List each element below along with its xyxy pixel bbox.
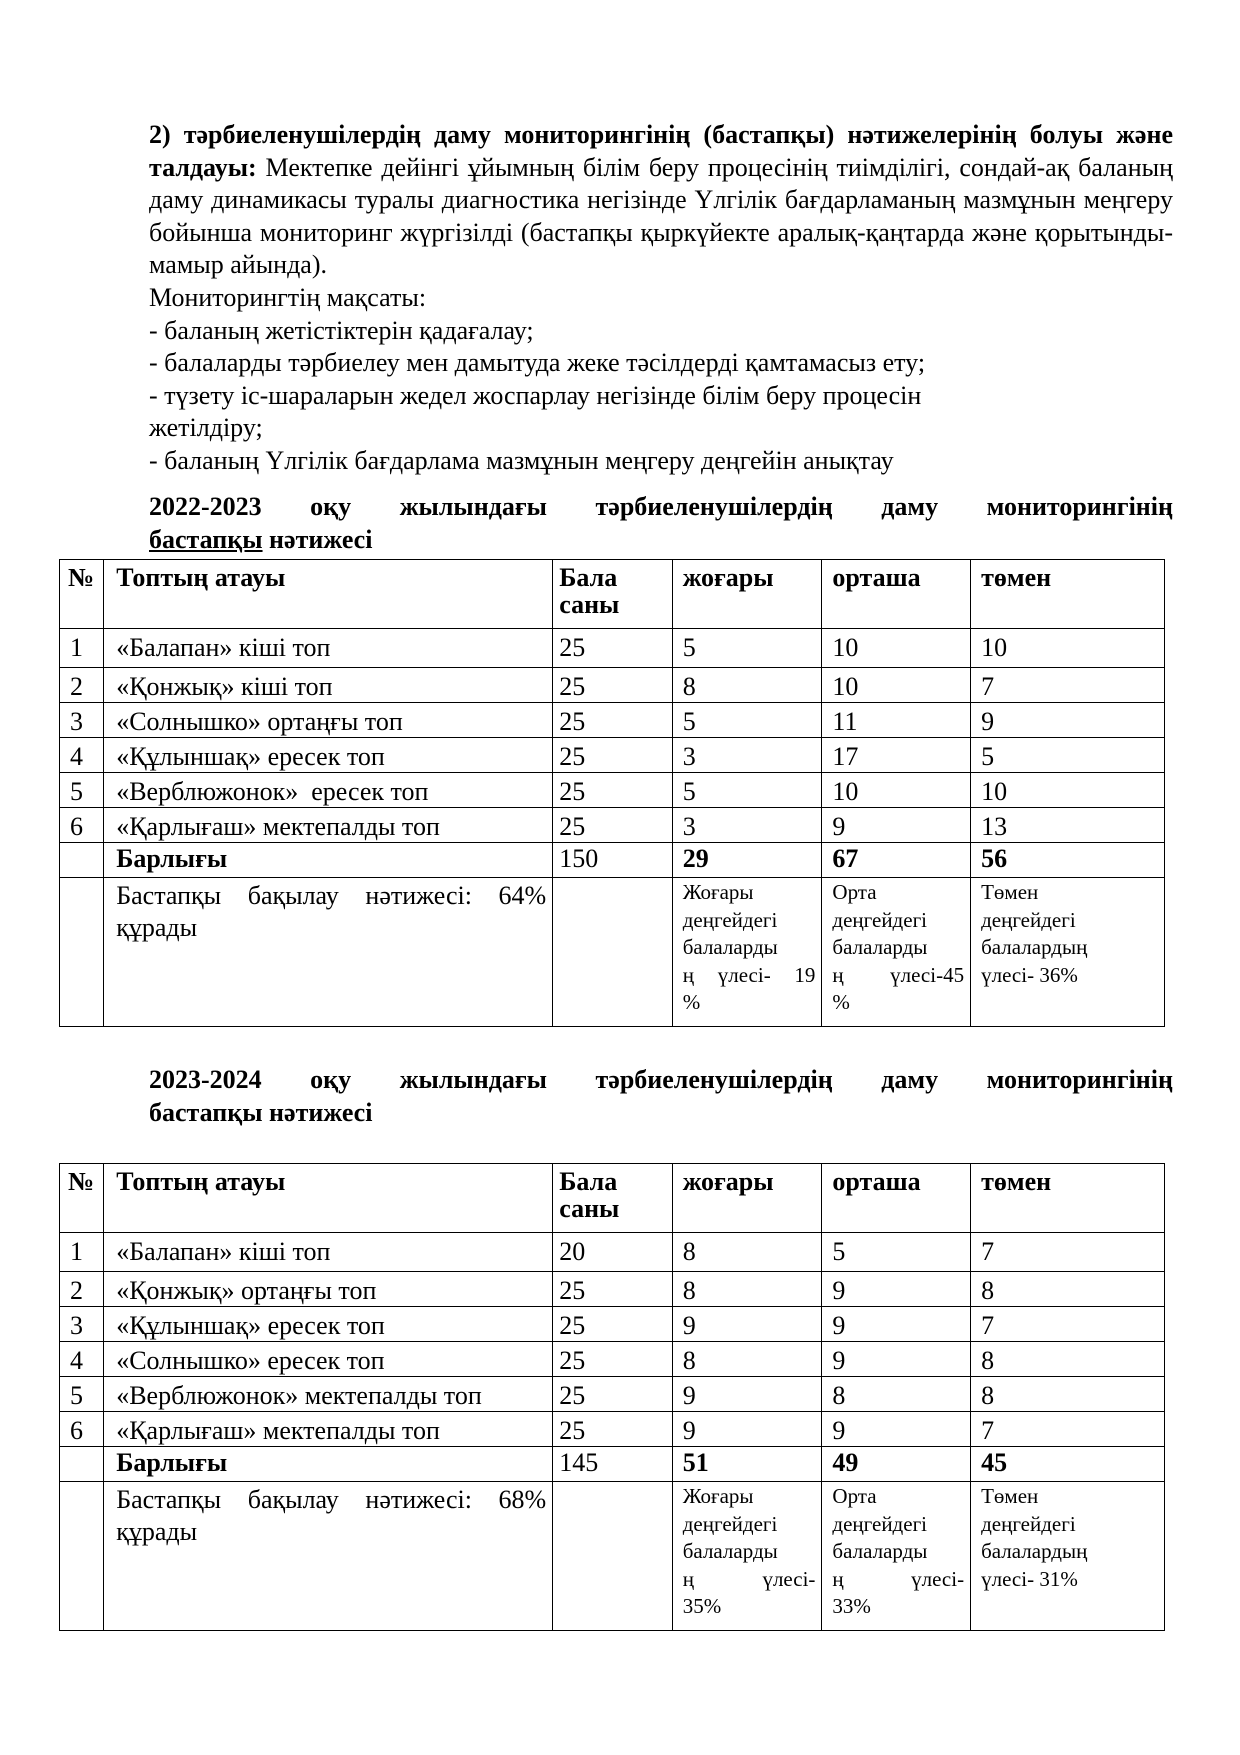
- row-child-count: 25: [553, 703, 673, 738]
- result-line: %: [832, 990, 850, 1014]
- result-line: деңгейдегі: [981, 907, 1076, 932]
- table-row: [60, 668, 1165, 703]
- row-low: 10: [971, 629, 1165, 668]
- row-group-name: «Солнышко» ересек топ: [104, 1342, 553, 1377]
- row-no: 3: [60, 1307, 104, 1342]
- header-group-name: Топтың атауы: [104, 1164, 553, 1233]
- header-child-count: Бала саны: [553, 560, 673, 629]
- table-result-row: [60, 1482, 1165, 1631]
- row-no: 4: [60, 738, 104, 773]
- row-low: 8: [971, 1342, 1165, 1377]
- result-line: ң үлесі- 19: [682, 962, 816, 987]
- result-empty-cell: [60, 1482, 104, 1631]
- result-line: балаларды: [682, 1539, 778, 1563]
- row-group-name: «Балапан» кіші топ: [104, 1233, 553, 1272]
- total-child-count: 145: [553, 1447, 673, 1482]
- row-mid: 10: [822, 773, 971, 808]
- row-mid: 9: [822, 1272, 971, 1307]
- table-result-row: [60, 878, 1165, 1027]
- result-line: Жоғары: [682, 1484, 754, 1508]
- row-mid: 10: [822, 629, 971, 668]
- row-no: 2: [60, 1272, 104, 1307]
- row-no: 5: [60, 773, 104, 808]
- row-high: 8: [672, 1272, 822, 1307]
- row-child-count: 25: [553, 1272, 673, 1307]
- row-group-name: «Верблюжонок» мектепалды топ: [104, 1377, 553, 1412]
- table-row: [60, 1272, 1165, 1307]
- table-row: [60, 1233, 1165, 1272]
- row-no: 5: [60, 1377, 104, 1412]
- result-text-line1: Бастапқы бақылау нәтижесі: 64%: [116, 881, 547, 910]
- result-count-empty: [553, 878, 673, 1027]
- table-row: [60, 1307, 1165, 1342]
- row-child-count: 25: [553, 1342, 673, 1377]
- row-high: 3: [672, 738, 822, 773]
- table-row: [60, 629, 1165, 668]
- goal-item-2: - балаларды тәрбиелеу мен дамытуда жеке тәсілдерді қамтамасыз ету;: [149, 348, 926, 378]
- table-row: [60, 773, 1165, 808]
- result-count-empty: [553, 1482, 673, 1631]
- row-high: 3: [672, 808, 822, 843]
- row-no: 2: [60, 668, 104, 703]
- row-child-count: 25: [553, 1377, 673, 1412]
- row-child-count: 25: [553, 773, 673, 808]
- row-group-name: «Қарлығаш» мектепалды топ: [104, 808, 553, 843]
- result-line: ң үлесі-45: [832, 962, 965, 987]
- goal-item-1: - баланың жетістіктерін қадағалау;: [149, 315, 534, 345]
- result-mid-share: [822, 1482, 971, 1631]
- header-mid: орташа: [822, 560, 971, 629]
- result-text-line2: құрады: [116, 1517, 198, 1546]
- row-low: 7: [971, 1307, 1165, 1342]
- table-row: [60, 1412, 1165, 1447]
- total-empty-cell: [60, 843, 104, 878]
- row-no: 4: [60, 1342, 104, 1377]
- row-child-count: 25: [553, 1307, 673, 1342]
- section1-title-line1: 2022-2023 оқу жылындағы тәрбиеленушілердің даму мониторингінің: [149, 492, 1173, 521]
- table-row: [60, 703, 1165, 738]
- header-high: жоғары: [672, 1164, 822, 1233]
- row-group-name: «Қонжық» ортаңғы топ: [104, 1272, 553, 1307]
- result-text-line1: Бастапқы бақылау нәтижесі: 68%: [116, 1485, 547, 1514]
- row-mid: 17: [822, 738, 971, 773]
- row-no: 6: [60, 808, 104, 843]
- row-child-count: 25: [553, 629, 673, 668]
- header-child-count: Бала саны: [553, 1164, 673, 1233]
- row-low: 7: [971, 1233, 1165, 1272]
- result-line: балалардың: [981, 935, 1088, 959]
- row-group-name: «Балапан» кіші топ: [104, 629, 553, 668]
- result-line: Төмен: [981, 1484, 1039, 1508]
- result-low-share: [971, 878, 1165, 1027]
- result-high-share: [672, 1482, 822, 1631]
- row-low: 7: [971, 1412, 1165, 1447]
- section1-title-rest: нәтижесі: [262, 524, 373, 554]
- result-line: %: [682, 990, 701, 1014]
- row-mid: 9: [822, 1342, 971, 1377]
- result-line: деңгейдегі: [981, 1511, 1076, 1536]
- row-no: 3: [60, 703, 104, 738]
- section1-title: [149, 491, 1173, 556]
- intro-heading-text: Мектепке дейінгі ұйымның білім беру процесінің тиімділігі, сондай-ақ баланың даму динамикасы туралы диагностика негізінде Үлгілік бағдарламаның мазмұнын меңгеру бойынша мониторинг жүргізілді (бастапқы қыркүйекте аралық-қаңтарда және қорытынды-мамыр айында).: [149, 152, 1173, 280]
- row-high: 5: [672, 773, 822, 808]
- row-mid: 9: [822, 1307, 971, 1342]
- row-group-name: «Қарлығаш» мектепалды топ: [104, 1412, 553, 1447]
- header-no: №: [60, 560, 104, 629]
- row-mid: 8: [822, 1377, 971, 1412]
- row-high: 9: [672, 1307, 822, 1342]
- row-child-count: 20: [553, 1233, 673, 1272]
- row-high: 8: [672, 1233, 822, 1272]
- table-row: [60, 1377, 1165, 1412]
- row-child-count: 25: [553, 738, 673, 773]
- row-child-count: 25: [553, 668, 673, 703]
- result-text-line2: құрады: [116, 913, 198, 942]
- total-low: 56: [971, 843, 1165, 878]
- result-mid-share: [822, 878, 971, 1027]
- total-mid: 49: [822, 1447, 971, 1482]
- header-low: төмен: [971, 560, 1165, 629]
- table-total-row: [60, 843, 1165, 878]
- header-no: №: [60, 1164, 104, 1233]
- result-empty-cell: [60, 878, 104, 1027]
- goal-item-4: - баланың Үлгілік бағдарлама мазмұнын меңгеру деңгейін анықтау: [149, 445, 894, 475]
- row-high: 9: [672, 1377, 822, 1412]
- table-row: [60, 808, 1165, 843]
- monitoring-table-2022: [59, 559, 1165, 1027]
- row-mid: 9: [822, 1412, 971, 1447]
- row-high: 9: [672, 1412, 822, 1447]
- intro-section: [149, 119, 1173, 478]
- result-line: деңгейдегі: [832, 907, 928, 932]
- row-low: 10: [971, 773, 1165, 808]
- row-group-name: «Солнышко» ортаңғы топ: [104, 703, 553, 738]
- section2-title-line1: 2023-2024 оқу жылындағы тәрбиеленушілердің даму мониторингінің: [149, 1065, 1173, 1094]
- table-header-row: [60, 1164, 1165, 1233]
- row-group-name: «Верблюжонок» ересек топ: [104, 773, 553, 808]
- result-line: Төмен: [981, 880, 1039, 904]
- total-low: 45: [971, 1447, 1165, 1482]
- table-row: [60, 738, 1165, 773]
- result-high-share: [672, 878, 822, 1027]
- header-low: төмен: [971, 1164, 1165, 1233]
- row-mid: 9: [822, 808, 971, 843]
- result-line: үлесі- 36%: [981, 962, 1078, 987]
- total-high: 51: [672, 1447, 822, 1482]
- table-header-row: [60, 560, 1165, 629]
- row-low: 5: [971, 738, 1165, 773]
- goal-item-3: - түзету іс-шараларын жедел жоспарлау негізінде білім беру процесін жетілдіру;: [149, 380, 922, 443]
- result-line: балалардың: [981, 1539, 1088, 1563]
- row-group-name: «Қонжық» кіші топ: [104, 668, 553, 703]
- row-high: 5: [672, 703, 822, 738]
- section1-title-line2: [149, 524, 1173, 557]
- result-line: 33%: [832, 1594, 871, 1618]
- monitoring-table-2023: [59, 1163, 1165, 1631]
- result-line: 35%: [682, 1594, 722, 1618]
- result-line: ң үлесі-: [832, 1566, 965, 1591]
- row-low: 7: [971, 668, 1165, 703]
- result-line: балаларды: [832, 935, 928, 959]
- result-line: Жоғары: [682, 880, 754, 904]
- result-text: [104, 878, 553, 1027]
- result-text: [104, 1482, 553, 1631]
- result-line: балаларды: [832, 1539, 928, 1563]
- result-line: деңгейдегі: [682, 907, 778, 932]
- result-low-share: [971, 1482, 1165, 1631]
- table-total-row: [60, 1447, 1165, 1482]
- row-group-name: «Құлыншақ» ересек топ: [104, 738, 553, 773]
- result-line: Орта: [832, 1484, 877, 1508]
- section1-title-underlined: бастапқы: [149, 524, 263, 554]
- total-label: Барлығы: [104, 843, 553, 878]
- row-child-count: 25: [553, 808, 673, 843]
- total-mid: 67: [822, 843, 971, 878]
- row-high: 5: [672, 629, 822, 668]
- result-line: Орта: [832, 880, 877, 904]
- row-low: 8: [971, 1272, 1165, 1307]
- row-group-name: «Құлыншақ» ересек топ: [104, 1307, 553, 1342]
- row-no: 6: [60, 1412, 104, 1447]
- total-empty-cell: [60, 1447, 104, 1482]
- row-low: 8: [971, 1377, 1165, 1412]
- row-no: 1: [60, 1233, 104, 1272]
- row-child-count: 25: [553, 1412, 673, 1447]
- intro-heading-paragraph: [149, 119, 1173, 282]
- result-line: деңгейдегі: [682, 1511, 778, 1536]
- row-high: 8: [672, 1342, 822, 1377]
- row-mid: 5: [822, 1233, 971, 1272]
- row-high: 8: [672, 668, 822, 703]
- total-high: 29: [672, 843, 822, 878]
- intro-heading-bold: 2) тәрбиеленушілердің даму мониторингінің (бастапқы) нәтижелерінің болуы және талдауы:: [149, 120, 1173, 182]
- table-row: [60, 1342, 1165, 1377]
- header-group-name: Топтың атауы: [104, 560, 553, 629]
- result-line: үлесі- 31%: [981, 1566, 1078, 1591]
- row-low: 13: [971, 808, 1165, 843]
- section2-title-line2: бастапқы нәтижесі: [149, 1097, 373, 1127]
- row-mid: 10: [822, 668, 971, 703]
- result-line: балаларды: [682, 935, 778, 959]
- total-label: Барлығы: [104, 1447, 553, 1482]
- header-mid: орташа: [822, 1164, 971, 1233]
- section2-title: [149, 1064, 1173, 1129]
- result-line: ң үлесі-: [682, 1566, 816, 1591]
- row-mid: 11: [822, 703, 971, 738]
- total-child-count: 150: [553, 843, 673, 878]
- row-no: 1: [60, 629, 104, 668]
- header-high: жоғары: [672, 560, 822, 629]
- result-line: деңгейдегі: [832, 1511, 928, 1536]
- goal-label: Мониторингтің мақсаты:: [149, 282, 427, 312]
- row-low: 9: [971, 703, 1165, 738]
